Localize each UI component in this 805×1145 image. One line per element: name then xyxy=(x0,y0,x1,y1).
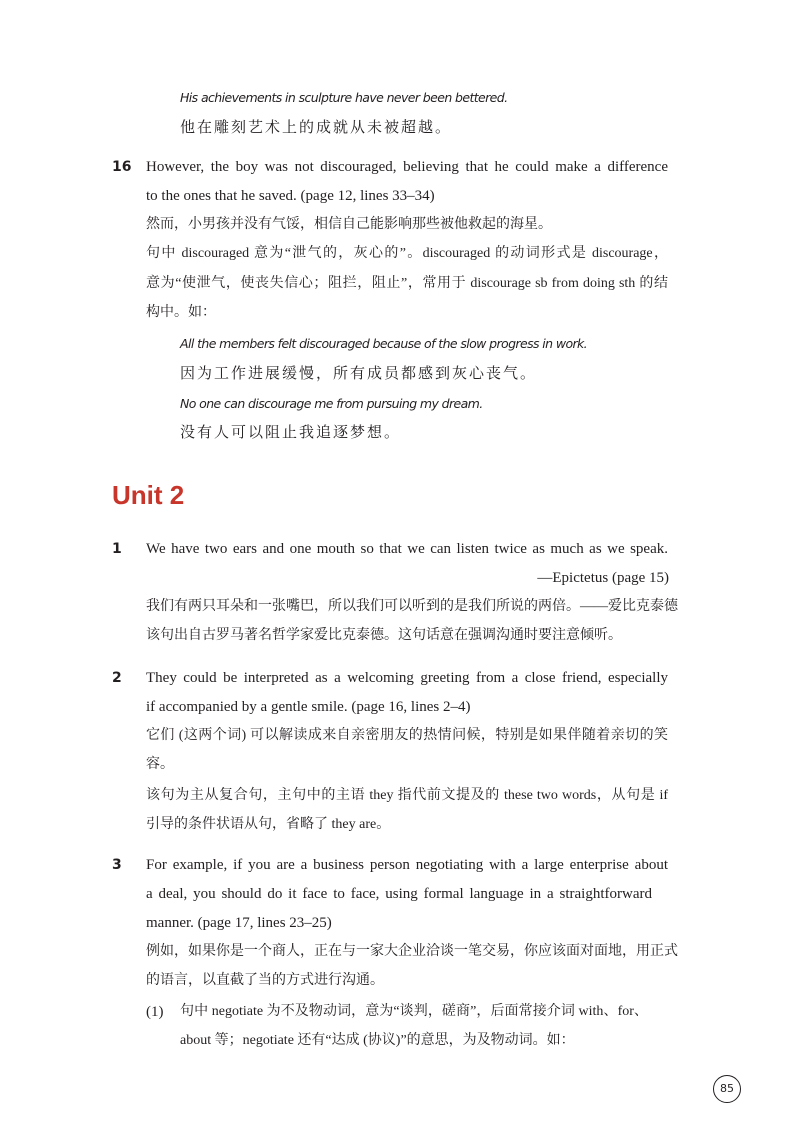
note-translation: 然而，小男孩并没有气馁，相信自己能影响那些被他救起的海星。 xyxy=(146,217,552,232)
note-number: 1 xyxy=(112,541,122,557)
quote-attribution: —Epictetus (page 15) xyxy=(537,570,669,586)
note-text: For example, if you are a business person negotiating with a large enterprise about xyxy=(146,857,668,873)
note-explanation: 构中。如： xyxy=(146,305,216,320)
example-sentence-en: His achievements in sculpture have never been bettered. xyxy=(180,90,508,105)
note-number: 16 xyxy=(112,159,132,175)
note-text: We have two ears and one mouth so that we can listen twice as much as we speak. xyxy=(146,541,668,557)
note-translation: 例如，如果你是一个商人，正在与一家大企业洽谈一笔交易，你应该面对面地，用正式 xyxy=(146,944,678,959)
note-text: a deal, you should do it face to face, using formal language in a straightforward xyxy=(146,886,652,902)
note-translation: 它们 (这两个词) 可以解读成来自亲密朋友的热情问候，特别是如果伴随着亲切的笑 xyxy=(146,728,668,743)
sub-note-number: (1) xyxy=(146,1004,164,1020)
example-sentence-en: All the members felt discouraged because of the slow progress in work. xyxy=(180,336,588,351)
note-number: 3 xyxy=(112,857,122,873)
note-text: manner. (page 17, lines 23–25) xyxy=(146,915,332,931)
note-number: 2 xyxy=(112,670,122,686)
note-explanation: 引导的条件状语从句，省略了 they are。 xyxy=(146,817,391,832)
sub-note-text: 句中 negotiate 为不及物动词，意为“谈判，磋商”，后面常接介词 with、for、 xyxy=(180,1004,648,1019)
note-explanation: 该句为主从复合句，主句中的主语 they 指代前文提及的 these two words，从句是 if xyxy=(146,788,668,803)
note-explanation: 该句出自古罗马著名哲学家爱比克泰德。这句话意在强调沟通时要注意倾听。 xyxy=(146,628,622,643)
note-text: if accompanied by a gentle smile. (page 16, lines 2–4) xyxy=(146,699,471,715)
example-sentence-cn: 因为工作进展缓慢，所有成员都感到灰心丧气。 xyxy=(180,366,538,382)
example-sentence-en: No one can discourage me from pursuing my dream. xyxy=(180,396,483,411)
note-translation: 我们有两只耳朵和一张嘴巴，所以我们可以听到的是我们所说的两倍。——爱比克泰德 xyxy=(146,599,678,614)
note-text: However, the boy was not discouraged, believing that he could make a difference xyxy=(146,159,668,175)
page-number: 85 xyxy=(713,1075,741,1103)
note-explanation: 句中 discouraged 意为“泄气的，灰心的”。discouraged 的动词形式是 discourage， xyxy=(146,246,668,261)
sub-note-text: about 等；negotiate 还有“达成 (协议)”的意思，为及物动词。如： xyxy=(180,1033,575,1048)
unit-heading: Unit 2 xyxy=(112,480,185,510)
example-sentence-cn: 他在雕刻艺术上的成就从未被超越。 xyxy=(180,120,453,136)
note-explanation: 意为“使泄气，使丧失信心；阻拦，阻止”，常用于 discourage sb from doing sth 的结 xyxy=(146,276,668,291)
note-text: to the ones that he saved. (page 12, lines 33–34) xyxy=(146,188,435,204)
note-translation: 容。 xyxy=(146,757,174,772)
note-translation: 的语言，以直截了当的方式进行沟通。 xyxy=(146,973,384,988)
example-sentence-cn: 没有人可以阻止我追逐梦想。 xyxy=(180,425,402,441)
note-text: They could be interpreted as a welcoming greeting from a close friend, especially xyxy=(146,670,668,686)
